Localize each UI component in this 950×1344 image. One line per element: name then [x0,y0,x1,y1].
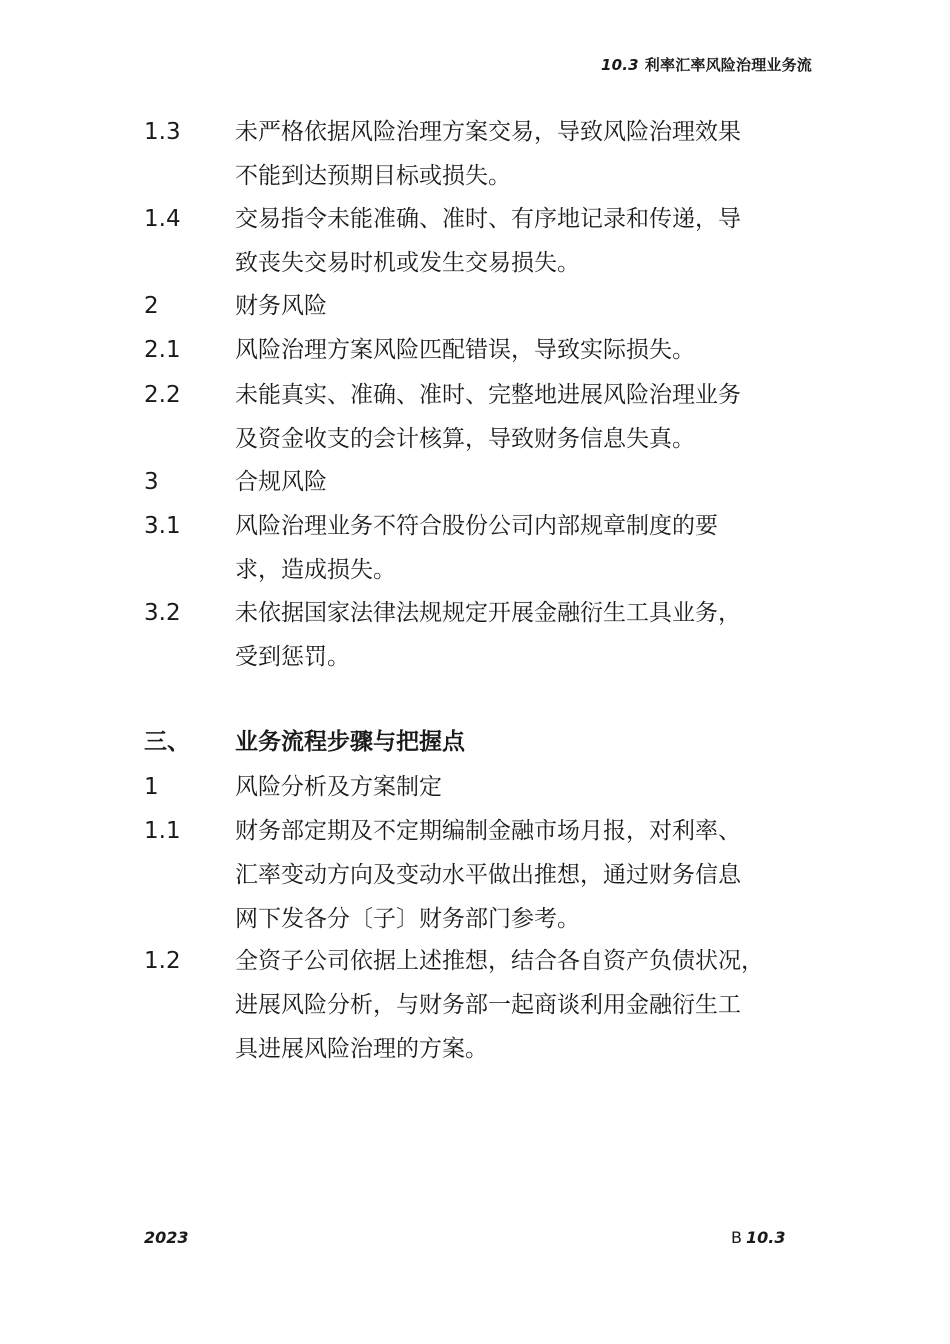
section-number: 三、 [144,729,190,755]
item-number: 3 [144,469,159,495]
item-text: 风险治理业务不符合股份公司内部规章制度的要 求，造成损失。 [235,513,718,583]
item-text: 风险治理方案风险匹配错误，导致实际损失。 [235,337,695,363]
section-title: 业务流程步骤与把握点 [235,729,465,755]
item-text: 交易指令未能准确、准时、有序地记录和传递，导 致丧失交易时机或发生交易损失。 [235,206,741,276]
item-text: 未严格依据风险治理方案交易，导致风险治理效果 不能到达预期目标或损失。 [235,119,741,189]
item-text: 未能真实、准确、准时、完整地进展风险治理业务 及资金收支的会计核算，导致财务信息失真。 [235,382,741,452]
header-section-number: 10.3 [600,56,639,74]
item-number: 1.4 [144,206,181,232]
item-text: 财务部定期及不定期编制金融市场月报，对利率、 汇率变动方向及变动水平做出推想，通过财务信息 网下发各分〔子〕财务部门参考。 [235,818,741,932]
header-title: 利率汇率风险治理业务流 [644,56,812,74]
item-text: 合规风险 [235,469,327,495]
item-number: 2.2 [144,382,181,408]
page-header [601,54,812,75]
item-number: 2 [144,293,159,319]
item-number: 3.1 [144,513,181,539]
item-number: 3.2 [144,600,181,626]
footer-number: 10.3 [745,1228,786,1247]
item-number: 1 [144,774,159,800]
footer-code [731,1228,785,1247]
item-text: 未依据国家法律法规规定开展金融衍生工具业务， 受到惩罚。 [235,600,741,670]
item-number: 2.1 [144,337,181,363]
item-number: 1.1 [144,818,181,844]
footer-letter: B [731,1228,742,1247]
item-number: 1.3 [144,119,181,145]
item-text: 风险分析及方案制定 [235,774,442,800]
footer-year: 2023 [144,1228,189,1247]
item-text: 财务风险 [235,293,327,319]
item-number: 1.2 [144,948,181,974]
item-text: 全资子公司依据上述推想，结合各自资产负债状况， 进展风险分析，与财务部一起商谈利用金融衍生工 具进展风险治理的方案。 [235,948,764,1062]
